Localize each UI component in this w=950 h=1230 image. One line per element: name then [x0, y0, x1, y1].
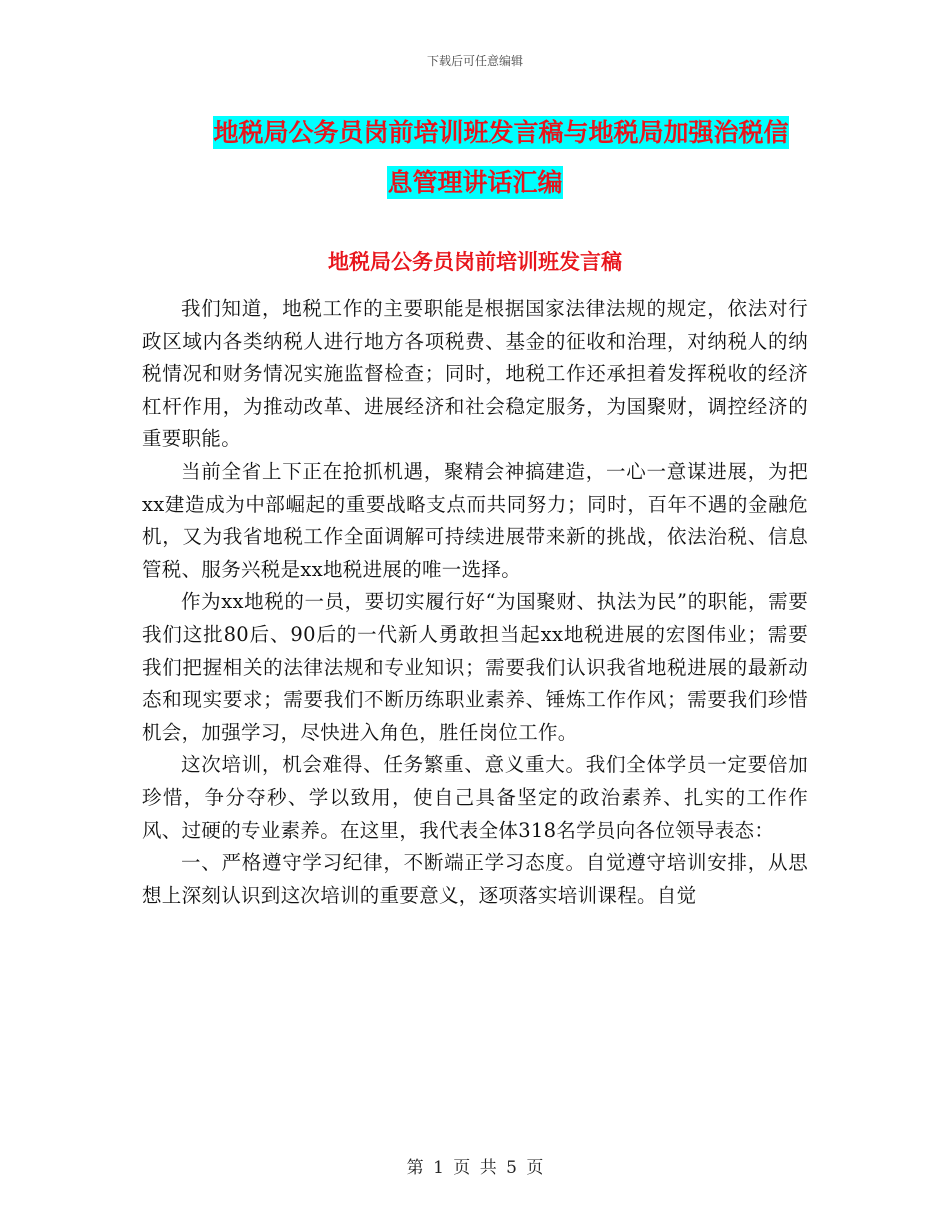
paragraph-2: 当前全省上下正在抢抓机遇，聚精会神搞建造，一心一意谋进展，为把xx建造成为中部崛起的重要战略支点而共同努力；同时，百年不遇的金融危机，又为我省地税工作全面调解可持续进展带来新的挑战，依法治税、信息管税、服务兴税是xx地税进展的唯一选择。 — [142, 459, 808, 581]
paragraph-3: 作为xx地税的一员，要切实履行好“为国聚财、执法为民”的职能，需要我们这批80后、90后的一代新人勇敢担当起xx地税进展的宏图伟业；需要我们把握相关的法律法规和专业知识；需要我们认识我省地税进展的最新动态和现实要求；需要我们不断历练职业素养、锤炼工作作风；需要我们珍惜机会，加强学习，尽快进入角色，胜任岗位工作。 — [142, 590, 808, 744]
page-footer-number: 第 1 页 共 5 页 — [406, 1158, 544, 1178]
paragraph-4: 这次培训，机会难得、任务繁重、意义重大。我们全体学员一定要倍加珍惜，争分夺秒、学以致用，使自己具备坚定的政治素养、扎实的工作作风、过硬的专业素养。在这里，我代表全体318名学员向各位领导表态： — [142, 753, 808, 842]
document-title-line-1: 地税局公务员岗前培训班发言稿与地税局加强治税信 — [213, 118, 789, 147]
document-title-line-2: 息管理讲话汇编 — [387, 168, 563, 197]
paragraph-1: 我们知道，地税工作的主要职能是根据国家法律法规的规定，依法对行政区域内各类纳税人进行地方各项税费、基金的征收和治理，对纳税人的纳税情况和财务情况实施监督检查；同时，地税工作还承担着发挥税收的经济杠杆作用，为推动改革、进展经济和社会稳定服务，为国聚财，调控经济的重要职能。 — [142, 297, 808, 451]
document-title — [0, 108, 950, 208]
document-body — [142, 293, 808, 912]
section-title: 地税局公务员岗前培训班发言稿 — [328, 250, 622, 274]
page-header-note: 下载后可任意编辑 — [426, 54, 523, 68]
paragraph-5: 一、严格遵守学习纪律，不断端正学习态度。自觉遵守培训安排，从思想上深刻认识到这次培训的重要意义，逐项落实培训课程。自觉 — [142, 851, 808, 907]
